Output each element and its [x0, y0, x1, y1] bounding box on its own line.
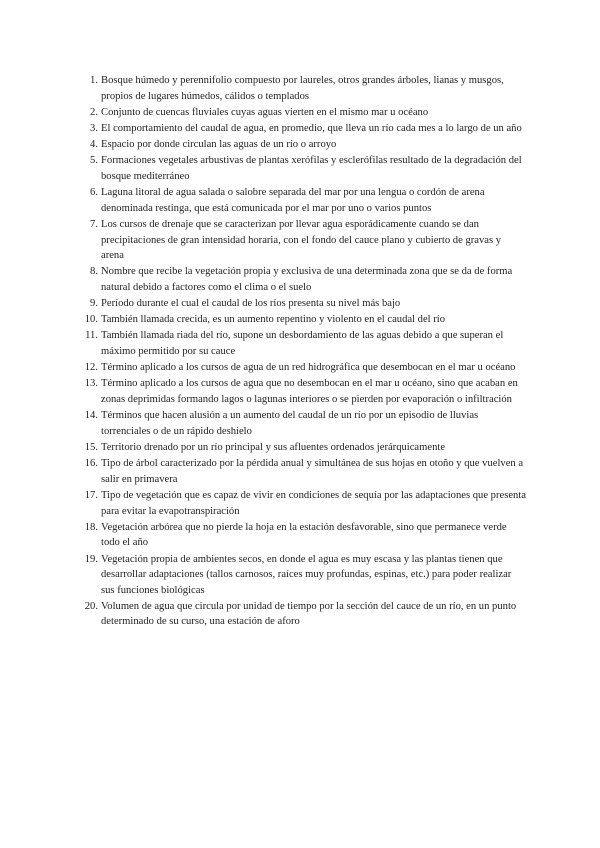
list-item [78, 440, 526, 456]
list-item [78, 520, 526, 551]
item-text: Conjunto de cuencas fluviales cuyas aguas vierten en el mismo mar u océano [101, 106, 429, 118]
definitions-list [78, 73, 526, 631]
item-number: 6. [90, 187, 98, 199]
list-item [78, 105, 526, 121]
item-number: 7. [90, 218, 98, 230]
item-text: Los cursos de drenaje que se caracterizan por llevar agua esporádicamente cuando se dan precipitaciones de gran intensidad horaria, con el fondo del cauce plano y cubierto de gravas y arena [101, 218, 502, 262]
item-number: 5. [90, 155, 98, 167]
item-text: Vegetación propia de ambientes secos, en donde el agua es muy escasa y las plantas tienen que desarrollar adaptaciones (tallos carnosos, raíces muy profundas, espinas, etc.) para poder realizar sus funciones biológicas [101, 553, 512, 596]
item-text: Tipo de vegetación que es capaz de vivir en condiciones de sequía por las adaptaciones que presenta para evitar la evapotranspiración [101, 489, 526, 517]
item-number: 1. [90, 75, 98, 86]
item-text: Período durante el cual el caudal de los ríos presenta su nivel más bajo [101, 298, 401, 310]
item-text: Bosque húmedo y perennifolio compuesto por laureles, otros grandes árboles, lianas y musgos, propios de lugares húmedos, cálidos o templados [101, 75, 504, 102]
item-number: 4. [90, 139, 98, 151]
list-item [78, 121, 526, 137]
item-text: El comportamiento del caudal de agua, en promedio, que lleva un río cada mes a lo largo de un año [101, 122, 522, 134]
item-text: Término aplicado a los cursos de agua de un red hidrográfica que desembocan en el mar u océano [101, 362, 516, 374]
item-number: 11. [85, 330, 98, 342]
item-text: Vegetación arbórea que no pierde la hoja en la estación desfavorable, sino que permanece verde todo el año [101, 521, 507, 549]
item-text: Término aplicado a los cursos de agua que no desembocan en el mar u océano, sino que acaban en zonas deprimidas formando lagos o lagunas interiores o se pierden por evaporación o infiltración [101, 378, 518, 405]
list-item [78, 312, 526, 328]
list-item [78, 456, 526, 487]
list-item [78, 360, 526, 376]
item-number: 18. [84, 521, 98, 533]
item-text: Términos que hacen alusión a un aumento del caudal de un río por un episodio de lluvias torrenciales o de un rápido deshielo [101, 410, 479, 437]
item-text: Espacio por donde circulan las aguas de un río o arroyo [101, 139, 337, 151]
item-text: Formaciones vegetales arbustivas de plantas xerófilas y esclerófilas resultado de la degradación del bosque mediterráneo [101, 155, 522, 182]
list-item [78, 376, 526, 407]
list-item [78, 73, 526, 104]
list-item [78, 552, 526, 599]
list-item [78, 408, 526, 439]
list-item [78, 328, 526, 359]
item-number: 3. [90, 122, 98, 134]
item-number: 17. [84, 489, 98, 501]
item-text: Territorio drenado por un río principal y sus afluentes ordenados jerárquicamente [101, 441, 446, 453]
item-number: 19. [84, 553, 98, 565]
item-number: 15. [84, 441, 98, 453]
item-number: 13. [84, 378, 98, 390]
list-item [78, 264, 526, 295]
item-text: Tipo de árbol caracterizado por la pérdida anual y simultánea de sus hojas en otoño y que vuelven a salir en primavera [101, 458, 524, 485]
list-item [78, 217, 526, 264]
item-text: También llamada crecida, es un aumento repentino y violento en el caudal del río [101, 314, 446, 326]
item-text: Nombre que recibe la vegetación propia y exclusiva de una determinada zona que se da de forma natural debido a factores como el clima o el suelo [101, 266, 513, 293]
item-number: 20. [84, 600, 98, 612]
item-text: Laguna litoral de agua salada o salobre separada del mar por una lengua o cordón de arena denominada restinga, que está comunicada por el mar por uno o varios puntos [101, 187, 485, 214]
item-number: 10. [84, 314, 98, 326]
item-number: 12. [84, 362, 98, 374]
item-number: 2. [90, 106, 98, 118]
item-number: 9. [90, 298, 98, 310]
list-item [78, 488, 526, 519]
list-item [78, 185, 526, 216]
item-number: 14. [84, 410, 98, 422]
list-item [78, 153, 526, 184]
item-number: 16. [84, 458, 98, 470]
list-item [78, 599, 526, 630]
item-text: Volumen de agua que circula por unidad de tiempo por la sección del cauce de un río, en un punto determinado de su curso, una estación de aforo [101, 600, 517, 628]
item-number: 8. [90, 266, 98, 278]
item-text: También llamada riada del río, supone un desbordamiento de las aguas debido a que superan el máximo permitido por su cauce [101, 330, 504, 358]
list-item [78, 296, 526, 312]
list-item [78, 137, 526, 153]
